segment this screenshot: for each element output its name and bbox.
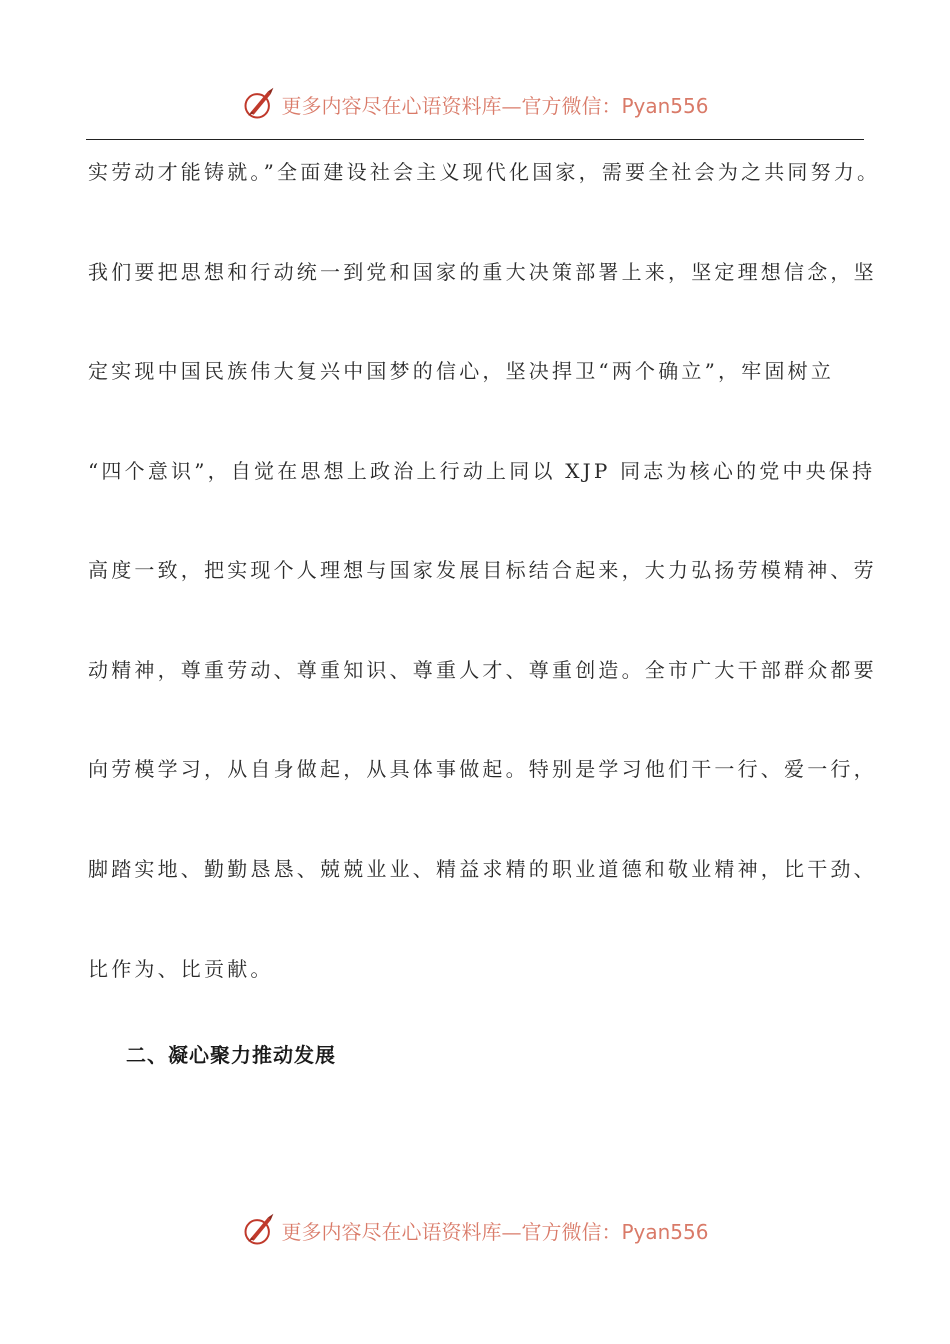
footer-wechat-text: 官方微信：Pyan556 xyxy=(521,1219,709,1244)
body-line-6: 动精神，尊重劳动、尊重知识、尊重人才、尊重创造。全市广大干部群众都要 xyxy=(88,658,877,682)
body-line-5: 高度一致，把实现个人理想与国家发展目标结合起来，大力弘扬劳模精神、劳 xyxy=(88,558,877,582)
section-heading: 二、凝心聚力推动发展 xyxy=(126,1043,336,1067)
body-line-3: 定实现中国民族伟大复兴中国梦的信心，坚决捍卫“两个确立”，牢固树立 xyxy=(88,359,835,383)
body-line-4: “四个意识”，自觉在思想上政治上行动上同以 XJP 同志为核心的党中央保持 xyxy=(88,459,876,483)
body-line-2: 我们要把思想和行动统一到党和国家的重大决策部署上来，坚定理想信念，坚 xyxy=(88,260,877,284)
body-line-8: 脚踏实地、勤勤恳恳、兢兢业业、精益求精的职业道德和敬业精神，比干劲、 xyxy=(88,857,877,881)
quill-pen-icon xyxy=(241,1212,277,1248)
header-rule xyxy=(86,139,864,140)
quill-pen-icon xyxy=(241,86,277,122)
header-brand-text: 更多内容尽在心语资料库— xyxy=(281,93,522,118)
body-line-7: 向劳模学习，从自身做起，从具体事做起。特别是学习他们干一行、爱一行， xyxy=(88,757,877,781)
header-banner xyxy=(0,84,950,124)
footer-banner xyxy=(0,1210,950,1250)
body-line-1: 实劳动才能铸就。”全面建设社会主义现代化国家，需要全社会为之共同努力。 xyxy=(88,160,881,184)
header-wechat-text: 官方微信：Pyan556 xyxy=(521,93,709,118)
footer-brand-text: 更多内容尽在心语资料库— xyxy=(281,1219,522,1244)
body-line-9: 比作为、比贡献。 xyxy=(88,957,274,981)
